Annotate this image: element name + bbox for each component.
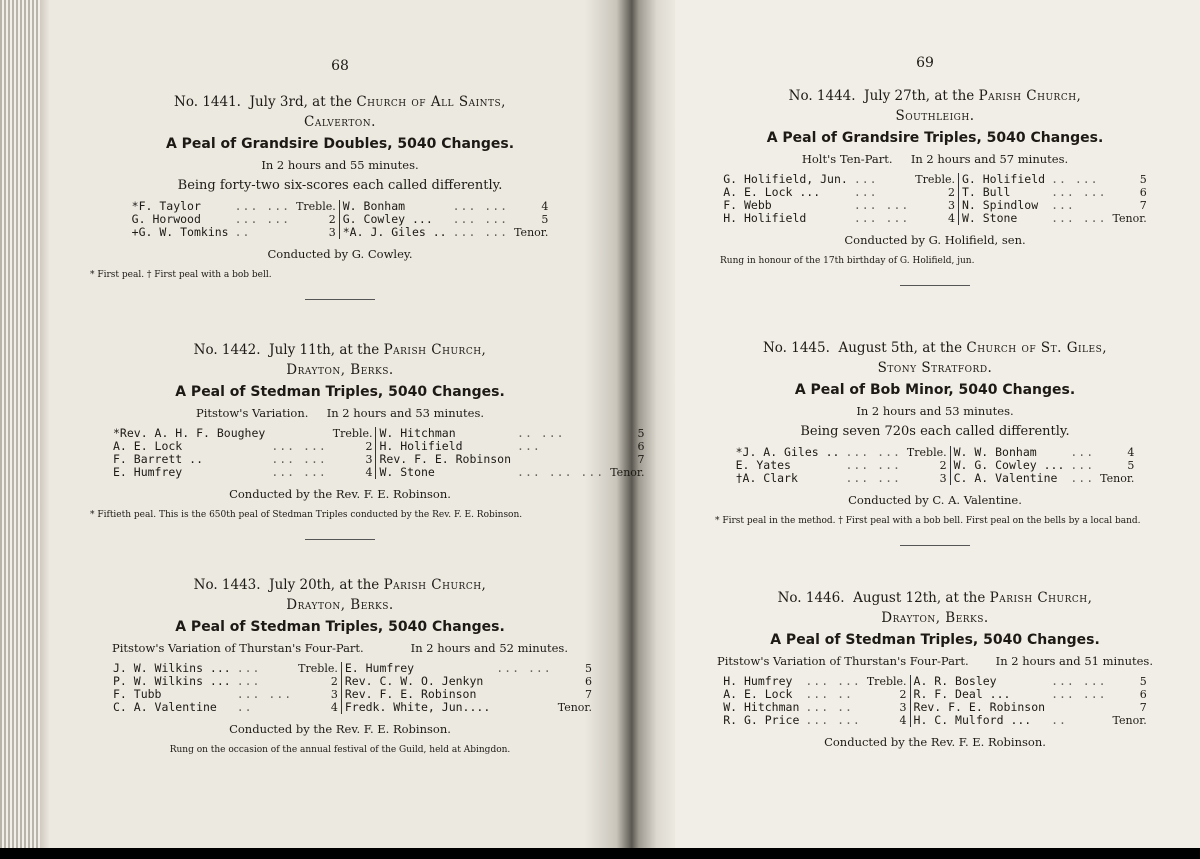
- ringer-name: W. Bonham: [339, 200, 449, 213]
- church-name: Church of All Saints,: [356, 94, 506, 110]
- peal-variation: Pitstow's Variation of Thurstan's Four-Part.: [112, 641, 364, 655]
- ringer-name: Rev. F. E. Robinson: [376, 453, 514, 466]
- bell-number: 6: [637, 440, 645, 453]
- bell-number: Tenor.: [557, 701, 592, 714]
- ringer-name: *A. J. Giles ..: [339, 226, 449, 239]
- entry-heading: [715, 588, 1155, 608]
- ringer-name: A. E. Lock ...: [723, 185, 821, 199]
- peal-description: Being forty-two six-scores each called differently.: [177, 178, 503, 193]
- leader-dots: ... ...: [853, 198, 910, 212]
- leader-dots: [493, 688, 554, 701]
- ringers-table: [733, 446, 1138, 485]
- ringer-name: J. W. Wilkins ...: [113, 661, 231, 675]
- ringers-table: [129, 200, 552, 239]
- ringer-row: [110, 701, 595, 714]
- leader-dots: ... ... ...: [517, 465, 605, 479]
- bell-number: 4: [899, 714, 907, 727]
- leader-dots: ...: [853, 185, 878, 199]
- leader-dots: ... ...: [236, 687, 293, 701]
- bell-number: 5: [637, 427, 645, 440]
- leader-dots: [493, 675, 554, 688]
- place-name: Drayton, Berks.: [286, 362, 394, 378]
- bell-number: 6: [584, 675, 592, 688]
- leader-dots: ... ...: [452, 199, 509, 213]
- peal-entry: [90, 340, 645, 540]
- place-name: Stony Stratford.: [877, 360, 993, 376]
- ringer-name: +G. W. Tomkins: [131, 225, 229, 239]
- bell-number: 5: [584, 662, 592, 675]
- entry-heading: [715, 338, 1155, 358]
- conductor-line: Conducted by the Rev. F. E. Robinson.: [229, 722, 451, 736]
- bell-number: 4: [1127, 446, 1135, 459]
- leader-dots: ..: [234, 225, 251, 239]
- leader-dots: ...: [1070, 471, 1095, 485]
- ringer-name: G. Holifield: [958, 173, 1048, 186]
- peal-title: A Peal of Grandsire Triples, 5040 Changes.: [766, 130, 1104, 146]
- leader-dots: ... ...: [845, 458, 901, 472]
- leader-dots: ... ...: [271, 439, 327, 453]
- ringer-name: E. Humfrey: [113, 465, 183, 479]
- leader-dots: ... ...: [271, 465, 327, 479]
- place-name: Calverton.: [304, 114, 376, 130]
- footnote: * First peal. † First peal with a bob bell.: [90, 270, 272, 280]
- ringer-name: A. E. Lock: [113, 439, 183, 453]
- bell-number: 3: [330, 688, 338, 701]
- bell-number: Treble.: [332, 427, 373, 440]
- leader-dots: ...: [1051, 198, 1075, 212]
- divider-rule: [900, 285, 970, 286]
- conductor-line: Conducted by G. Holifield, sen.: [844, 233, 1026, 247]
- peal-entry: [715, 588, 1155, 749]
- leader-dots: ... ...: [496, 661, 552, 675]
- peal-number: No. 1443.: [193, 577, 261, 593]
- ringer-name: *Rev. A. H. F. Boughey: [113, 426, 266, 440]
- ringers-table: [110, 662, 595, 714]
- bell-number: Treble.: [296, 200, 336, 213]
- ringer-name: A. R. Bosley: [910, 675, 1048, 688]
- peal-method-time: [110, 406, 570, 420]
- leader-dots: ...: [1070, 458, 1095, 472]
- ringer-name: H. Holifield: [723, 211, 807, 225]
- entry-heading: [110, 92, 570, 112]
- conductor-line: Conducted by the Rev. F. E. Robinson.: [229, 487, 451, 501]
- bell-number: Treble.: [866, 675, 907, 688]
- page-edges: [0, 0, 40, 848]
- ringer-name: N. Spindlow: [958, 199, 1048, 212]
- bell-number: 5: [541, 213, 549, 226]
- ringer-name: Fredk. White, Jun....: [341, 701, 493, 714]
- leader-dots: ..: [236, 700, 253, 714]
- peal-time: In 2 hours and 57 minutes.: [910, 152, 1069, 166]
- ringer-name: *F. Taylor: [131, 199, 201, 213]
- peal-date: August 5th, at the: [838, 340, 963, 356]
- ringer-name: R. F. Deal ...: [910, 688, 1048, 701]
- ringer-row: [129, 226, 552, 239]
- leader-dots: ... ...: [845, 471, 901, 485]
- ringer-name: H. C. Mulford ...: [910, 714, 1048, 727]
- ringer-row: [110, 466, 647, 479]
- ringer-name: C. A. Valentine: [950, 472, 1067, 485]
- ringer-row: [733, 472, 1138, 485]
- ringers-table: [720, 675, 1150, 727]
- bell-number: 6: [1139, 688, 1147, 701]
- bell-number: 2: [365, 440, 373, 453]
- bell-number: 2: [939, 459, 947, 472]
- footnote: Rung in honour of the 17th birthday of G. Holifield, jun.: [720, 256, 975, 266]
- leader-dots: ...: [1070, 445, 1095, 459]
- peal-number: No. 1442.: [193, 342, 261, 358]
- bell-number: 4: [541, 200, 549, 213]
- peal-method-time: [715, 152, 1155, 166]
- bell-number: 3: [947, 199, 955, 212]
- peal-time: In 2 hours and 53 minutes.: [856, 404, 1014, 418]
- peal-time: In 2 hours and 52 minutes.: [410, 641, 568, 655]
- bell-number: 3: [328, 226, 336, 239]
- footnote: Rung on the occasion of the annual festival of the Guild, held at Abingdon.: [169, 745, 511, 755]
- ringer-row: [720, 212, 1150, 225]
- ringer-name: Rev. F. E. Robinson: [910, 701, 1048, 714]
- ringer-name: W. Hitchman: [376, 427, 514, 440]
- peal-variation: Pitstow's Variation.: [195, 406, 309, 420]
- bell-number: 7: [1139, 701, 1147, 714]
- ringer-name: A. E. Lock: [723, 687, 793, 701]
- leader-dots: ... ...: [452, 225, 509, 239]
- bell-number: Treble.: [906, 446, 947, 459]
- ringer-name: G. Holifield, Jun.: [723, 172, 848, 186]
- peal-time: In 2 hours and 51 minutes.: [995, 654, 1153, 668]
- bell-number: 7: [584, 688, 592, 701]
- ringer-name: *J. A. Giles ..: [735, 445, 840, 459]
- ringer-name: F. Barrett ..: [113, 452, 204, 466]
- bell-number: Treble.: [298, 662, 338, 675]
- leader-dots: ... ...: [234, 199, 291, 213]
- leader-dots: .. ...: [517, 426, 565, 440]
- peal-date: August 12th, at the: [853, 590, 986, 606]
- entry-heading: [715, 86, 1155, 106]
- bell-number: 5: [1139, 173, 1147, 186]
- peal-date: July 3rd, at the: [249, 94, 353, 110]
- leader-dots: ...: [236, 661, 261, 675]
- bell-number: 4: [947, 212, 955, 225]
- peal-date: July 20th, at the: [269, 577, 380, 593]
- church-name: Parish Church,: [989, 590, 1093, 606]
- bell-number: 7: [1139, 199, 1147, 212]
- church-name: Parish Church,: [383, 577, 487, 593]
- ringer-name: C. A. Valentine: [113, 700, 217, 714]
- peal-title: A Peal of Grandsire Doubles, 5040 Changes.: [165, 136, 515, 152]
- bell-number: 2: [330, 675, 338, 688]
- entry-heading: [110, 340, 570, 360]
- peal-time: In 2 hours and 55 minutes.: [261, 158, 419, 172]
- ringers-table: [720, 173, 1150, 225]
- leader-dots: ... ..: [805, 700, 853, 714]
- conductor-line: Conducted by C. A. Valentine.: [848, 493, 1022, 507]
- place-name: Southleigh.: [895, 108, 975, 124]
- leader-dots: ..: [1051, 713, 1067, 727]
- ringer-name: F. Webb: [723, 198, 772, 212]
- ringer-row: [720, 186, 1150, 199]
- bell-number: Tenor.: [610, 466, 645, 479]
- divider-rule: [900, 545, 970, 546]
- ringer-name: Rev. F. E. Robinson: [341, 688, 493, 701]
- leader-dots: ... ...: [805, 713, 861, 727]
- church-name: Parish Church,: [383, 342, 487, 358]
- peal-method-time: [715, 654, 1155, 668]
- place-name: Drayton, Berks.: [286, 597, 394, 613]
- peal-title: A Peal of Stedman Triples, 5040 Changes.: [770, 632, 1100, 648]
- ringers-table: [110, 427, 647, 479]
- leader-dots: ... ...: [452, 212, 509, 226]
- ringer-name: †A. Clark: [735, 471, 798, 485]
- peal-entry: [715, 338, 1155, 546]
- peal-date: July 11th, at the: [269, 342, 380, 358]
- leader-dots: ... ...: [845, 445, 901, 459]
- book-gutter: [585, 0, 675, 848]
- bell-number: 2: [899, 688, 907, 701]
- peal-number: No. 1445.: [762, 340, 830, 356]
- peal-entry: [110, 575, 592, 756]
- leader-dots: ... ...: [853, 211, 910, 225]
- conductor-line: Conducted by the Rev. F. E. Robinson.: [824, 735, 1046, 749]
- peal-title: A Peal of Stedman Triples, 5040 Changes.: [175, 384, 505, 400]
- church-name: Church of St. Giles,: [966, 340, 1108, 356]
- peal-time: In 2 hours and 53 minutes.: [326, 406, 485, 420]
- leader-dots: ...: [853, 172, 878, 186]
- scan-bottom-edge: [0, 848, 1200, 859]
- ringer-name: G. Horwood: [131, 212, 201, 226]
- bell-number: Tenor.: [1112, 714, 1147, 727]
- peal-entry: [715, 86, 1155, 286]
- leader-dots: ...: [517, 439, 541, 453]
- bell-number: 7: [637, 453, 645, 466]
- church-name: Parish Church,: [978, 88, 1082, 104]
- bell-number: 4: [365, 466, 373, 479]
- leader-dots: ... ..: [805, 687, 853, 701]
- footnote: * First peal in the method. † First peal with a bob bell. First peal on the bells by a local band.: [715, 516, 1141, 526]
- peal-variation: Pitstow's Variation of Thurstan's Four-Part.: [717, 654, 969, 668]
- ringer-name: E. Humfrey: [341, 662, 493, 675]
- bell-number: 4: [330, 701, 338, 714]
- ringer-name: Rev. C. W. O. Jenkyn: [341, 675, 493, 688]
- bell-number: 2: [328, 213, 336, 226]
- leader-dots: ... ...: [234, 212, 291, 226]
- ringer-name: T. Bull: [958, 186, 1048, 199]
- peal-method-time: [110, 641, 570, 655]
- ringer-name: W. Hitchman: [723, 700, 800, 714]
- leader-dots: [493, 701, 554, 714]
- ringer-name: F. Tubb: [113, 687, 162, 701]
- footnote: * Fiftieth peal. This is the 650th peal of Stedman Triples conducted by the Rev. F. E. Robinson.: [90, 510, 523, 520]
- bell-number: 2: [947, 186, 955, 199]
- leader-dots: ... ...: [1051, 185, 1107, 199]
- conductor-line: Conducted by G. Cowley.: [267, 247, 413, 261]
- leader-dots: .. ...: [1051, 172, 1099, 186]
- leader-dots: ...: [236, 674, 261, 688]
- ringer-name: W. G. Cowley ...: [950, 459, 1067, 472]
- peal-description: Being seven 720s each called differently.: [800, 424, 1070, 439]
- ringer-name: R. G. Price: [723, 713, 800, 727]
- leader-dots: ... ...: [271, 452, 327, 466]
- bell-number: Tenor.: [1112, 212, 1147, 225]
- peal-date: July 27th, at the: [864, 88, 975, 104]
- bell-number: 3: [939, 472, 947, 485]
- bell-number: Tenor.: [1100, 472, 1135, 485]
- ringer-name: H. Holifield: [376, 440, 514, 453]
- bell-number: 3: [899, 701, 907, 714]
- divider-rule: [305, 299, 375, 300]
- peal-title: A Peal of Bob Minor, 5040 Changes.: [794, 382, 1076, 398]
- bell-number: Treble.: [915, 173, 955, 186]
- bell-number: 3: [365, 453, 373, 466]
- peal-title: A Peal of Stedman Triples, 5040 Changes.: [175, 619, 505, 635]
- ringer-name: P. W. Wilkins ...: [113, 674, 231, 688]
- bell-number: Tenor.: [514, 226, 549, 239]
- ringer-name: W. Stone: [958, 212, 1048, 225]
- peal-number: No. 1446.: [777, 590, 845, 606]
- ringer-name: H. Humfrey: [723, 674, 793, 688]
- ringer-row: [720, 714, 1150, 727]
- peal-entry: [90, 92, 570, 300]
- place-name: Drayton, Berks.: [881, 610, 989, 626]
- leader-dots: ... ...: [1051, 211, 1107, 225]
- ringer-name: E. Yates: [735, 458, 791, 472]
- leader-dots: ... ...: [1051, 674, 1107, 688]
- entry-heading: [110, 575, 570, 595]
- ringer-name: W. W. Bonham: [950, 446, 1067, 459]
- bell-number: 5: [1139, 675, 1147, 688]
- page-number: 68: [331, 58, 349, 74]
- peal-variation: Holt's Ten-Part.: [801, 152, 893, 166]
- ringer-name: G. Cowley ...: [339, 213, 449, 226]
- bell-number: 5: [1127, 459, 1135, 472]
- page-number: 69: [916, 55, 934, 71]
- leader-dots: ... ...: [1051, 687, 1107, 701]
- peal-number: No. 1444.: [788, 88, 856, 104]
- leader-dots: ... ...: [805, 674, 861, 688]
- peal-number: No. 1441.: [174, 94, 241, 110]
- bell-number: 6: [1139, 186, 1147, 199]
- divider-rule: [305, 539, 375, 540]
- ringer-name: W. Stone: [376, 466, 514, 479]
